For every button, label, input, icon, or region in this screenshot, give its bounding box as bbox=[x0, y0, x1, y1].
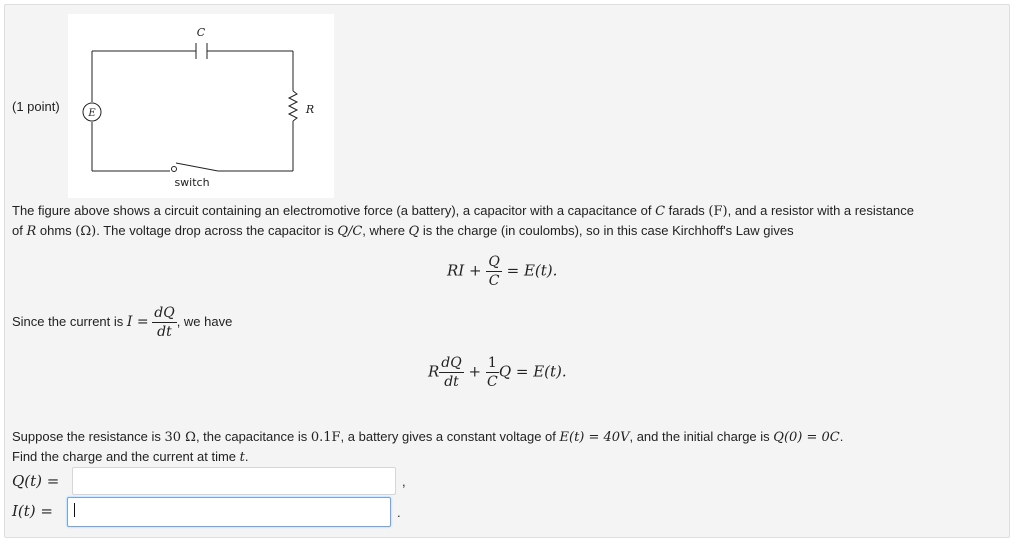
math-farads: (F) bbox=[708, 204, 728, 219]
intro-text: , and a resistor with a resistance bbox=[727, 203, 915, 218]
switch-label: switch bbox=[174, 176, 210, 189]
resistor-zigzag bbox=[289, 91, 297, 121]
eq2-fraction-1C: $\frac{1}{C}$ bbox=[486, 355, 498, 390]
text-cursor bbox=[74, 503, 75, 517]
suppose-text: , and the initial charge is bbox=[629, 429, 774, 444]
intro-text: ohms bbox=[36, 223, 76, 238]
math-t: t bbox=[239, 450, 245, 465]
circuit-figure bbox=[68, 14, 334, 198]
math-R: R bbox=[26, 224, 37, 239]
intro-line-1 bbox=[12, 203, 914, 219]
suppose-text: . bbox=[839, 429, 844, 444]
math-Q-over-C: Q/C bbox=[337, 224, 363, 239]
i-trailing-period: . bbox=[397, 505, 401, 520]
math-Q: Q bbox=[408, 224, 420, 239]
math-initial-charge: Q(0) = 0C bbox=[773, 430, 840, 445]
math-resistance-value: 30 Ω bbox=[164, 430, 196, 445]
eq2-fraction-dQdt: $\frac{dQ}{dt}$ bbox=[441, 355, 462, 390]
suppose-text: , the capacitance is bbox=[195, 429, 311, 444]
find-text: . bbox=[244, 449, 249, 464]
intro-text: . The voltage drop across the capacitor is bbox=[96, 223, 338, 238]
since-fraction: $\frac{dQ}{dt}$ bbox=[154, 305, 175, 340]
points-label: (1 point) bbox=[12, 99, 60, 114]
eq1-rhs: = E(t). bbox=[506, 261, 558, 280]
switch-arm bbox=[176, 163, 218, 171]
circuit-diagram bbox=[68, 14, 334, 198]
intro-text: of bbox=[12, 223, 27, 238]
current-input[interactable] bbox=[67, 497, 391, 527]
find-line bbox=[12, 449, 249, 465]
math-voltage-value: E(t) = 40V bbox=[559, 430, 630, 445]
intro-text: is the charge (in coulombs), so in this case Kirchhoff's Law gives bbox=[419, 223, 794, 238]
math-C: C bbox=[655, 204, 666, 219]
since-text: Since the current is bbox=[12, 313, 127, 329]
q-label: Q(t) = bbox=[12, 472, 60, 490]
kirchhoff-equation bbox=[447, 255, 557, 288]
resistor-label: R bbox=[305, 103, 315, 116]
intro-text: The figure above shows a circuit containing an electromotive force (a battery), a capacitor with a capacitance of bbox=[12, 203, 656, 218]
charge-input[interactable] bbox=[72, 467, 396, 495]
intro-line-2 bbox=[12, 223, 794, 239]
eq1-lhs: RI + bbox=[447, 261, 482, 280]
math-capacitance-value: 0.1F bbox=[310, 430, 341, 445]
i-label: I(t) = bbox=[12, 502, 53, 520]
suppose-line bbox=[12, 429, 843, 445]
eq2-R: R bbox=[428, 362, 440, 381]
math-I-equals: I = bbox=[126, 313, 149, 330]
eq2-rhs: Q = E(t). bbox=[498, 362, 567, 381]
capacitor-label: C bbox=[196, 26, 206, 39]
suppose-text: Suppose the resistance is bbox=[12, 429, 165, 444]
since-line bbox=[12, 306, 232, 339]
eq1-fraction: $\frac{Q}{C}$ bbox=[488, 254, 500, 289]
intro-text: , where bbox=[362, 223, 409, 238]
find-text: Find the charge and the current at time bbox=[12, 449, 240, 464]
differential-equation bbox=[428, 356, 567, 389]
intro-text: farads bbox=[665, 203, 709, 218]
eq2-plus: + bbox=[468, 362, 482, 381]
suppose-text: , a battery gives a constant voltage of bbox=[340, 429, 560, 444]
math-ohm: (Ω) bbox=[75, 224, 97, 239]
switch-pivot bbox=[172, 167, 177, 172]
emf-label: E bbox=[88, 108, 96, 119]
q-trailing-comma: , bbox=[402, 474, 406, 489]
since-text: , we have bbox=[176, 313, 233, 329]
